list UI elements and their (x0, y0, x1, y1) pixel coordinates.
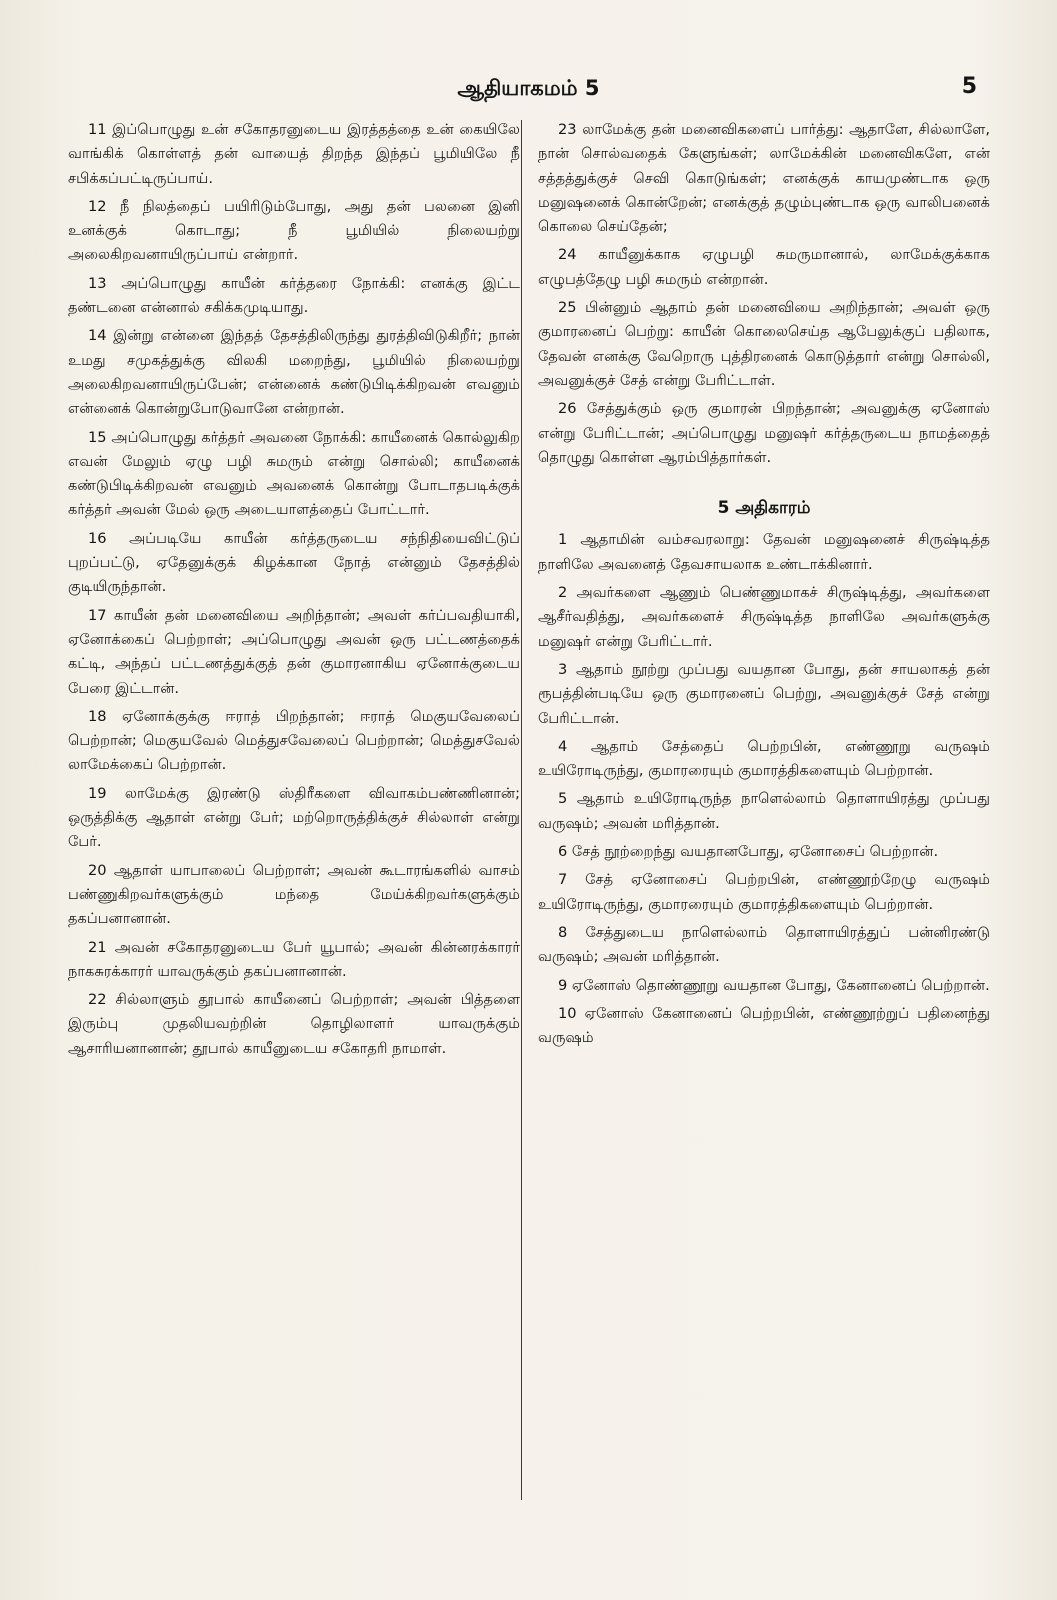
verse: 13 அப்பொழுது காயீன் கர்த்தரை நோக்கி: எனக்கு இட்ட தண்டனை என்னால் சகிக்கமுடியாது. (68, 274, 520, 317)
verse: 18 ஏனோக்குக்கு ஈராத் பிறந்தான்; ஈராத் மெகுயவேலைப் பெற்றான்; மெகுயவேல் மெத்துசவேலைப் பெற்றான்; மெத்துசவேல் லாமேக்கைப் பெற்றான். (68, 707, 520, 774)
column-divider (521, 120, 522, 1500)
verse: 14 இன்று என்னை இந்தத் தேசத்திலிருந்து துரத்திவிடுகிறீர்; நான் உமது சமுகத்துக்கு விலகி மறைந்து, பூமியில் நிலையற்று அலைகிறவனாயிருப்பேன்; என்னைக் கண்டுபிடிக்கிறவன் எவனும் என்னைக் கொன்றுபோடுவானே என்றான். (68, 327, 520, 418)
verse: 10 ஏனோஸ் கேனானைப் பெற்றபின், எண்ணூற்றுப் பதினைந்து வருஷம் (538, 1004, 990, 1047)
verse: 24 காயீனுக்காக ஏழுபழி சுமருமானால், லாமேக்குக்காக எழுபத்தேழு பழி சுமரும் என்றான். (538, 246, 990, 288)
verse: 25 பின்னும் ஆதாம் தன் மனைவியை அறிந்தான்; அவள் ஒரு குமாரனைப் பெற்று: காயீன் கொலைசெய்த ஆபேலுக்குப் பதிலாக, தேவன் எனக்கு வேறொரு புத்திரனைக் கொடுத்தார் என்று சொல்லி, அவனுக்குச் சேத் என்று பேரிட்டாள். (538, 299, 990, 389)
verse: 26 சேத்துக்கும் ஒரு குமாரன் பிறந்தான்; அவனுக்கு ஏனோஸ் என்று பேரிட்டான்; அப்பொழுது மனுஷர் கர்த்தருடைய நாமத்தைத் தொழுது கொள்ள ஆரம்பித்தார்கள். (538, 400, 990, 466)
verse: 22 சில்லாளும் தூபால் காயீனைப் பெற்றாள்; அவன் பித்தளை இரும்பு முதலியவற்றின் தொழிலாளர் யாவருக்கும் ஆசாரியனானான்; தூபால் காயீனுடைய சகோதரி நாமாள். (68, 991, 520, 1057)
verse: 8 சேத்துடைய நாளெல்லாம் தொளாயிரத்துப் பன்னிரண்டு வருஷம்; அவன் மரித்தான். (538, 923, 990, 966)
verse: 5 ஆதாம் உயிரோடிருந்த நாளெல்லாம் தொளாயிரத்து முப்பது வருஷம்; அவன் மரித்தான். (538, 790, 990, 832)
verse: 4 ஆதாம் சேத்தைப் பெற்றபின், எண்ணூறு வருஷம் உயிரோடிருந்து, குமாரரையும் குமாரத்திகளையும் பெற்றான். (538, 737, 990, 780)
verse: 15 அப்பொழுது கர்த்தர் அவனை நோக்கி: காயீனைக் கொல்லுகிற எவன் மேலும் ஏழு பழி சுமரும் என்று சொல்லி; காயீனைக் கண்டுபிடிக்கிறவன் எவனும் அவனைக் கொன்று போடாதபடிக்குக் கர்த்தர் அவன் மேல் ஒரு அடையாளத்தைப் போட்டார். (68, 428, 520, 519)
verse: 1 ஆதாமின் வம்சவரலாறு: தேவன் மனுஷனைச் சிருஷ்டித்த நாளிலே அவனைத் தேவசாயலாக உண்டாக்கினார். (538, 531, 990, 573)
verse: 23 லாமேக்கு தன் மனைவிகளைப் பார்த்து: ஆதாளே, சில்லாளே, நான் சொல்வதைக் கேளுங்கள்; லாமேக்கின் மனைவிகளே, என் சத்தத்துக்குச் செவி கொடுங்கள்; எனக்குக் காயமுண்டாக ஒரு மனுஷனைக் கொன்றேன்; எனக்குத் தழும்புண்டாக ஒரு வாலிபனைக் கொலை செய்தேன்; (538, 121, 990, 236)
verse: 3 ஆதாம் நூற்று முப்பது வயதான போது, தன் சாயலாகத் தன் ரூபத்தின்படியே ஒரு குமாரனைப் பெற்று, அவனுக்குச் சேத் என்று பேரிட்டான். (538, 660, 990, 727)
verse: 12 நீ நிலத்தைப் பயிரிடும்போது, அது தன் பலனை இனி உனக்குக் கொடாது; நீ பூமியில் நிலையற்று அலைகிறவனாயிருப்பாய் என்றார். (68, 197, 520, 264)
page-number: 5 (961, 74, 977, 99)
verse: 19 லாமேக்கு இரண்டு ஸ்திரீகளை விவாகம்பண்ணினான்; ஒருத்திக்கு ஆதாள் என்று பேர்; மற்றொருத்திக்குச் சில்லாள் என்று பேர். (68, 784, 520, 851)
running-title: ஆதியாகமம் 5 (457, 76, 600, 100)
verse: 16 அப்படியே காயீன் கர்த்தருடைய சந்நிதியைவிட்டுப் புறப்பட்டு, ஏதேனுக்குக் கிழக்கான நோத் என்னும் தேசத்தில் குடியிருந்தான். (68, 529, 520, 596)
verse: 6 சேத் நூற்றைந்து வயதானபோது, ஏனோசைப் பெற்றான். (558, 843, 939, 861)
verse: 17 காயீன் தன் மனைவியை அறிந்தான்; அவள் கர்ப்பவதியாகி, ஏனோக்கைப் பெற்றாள்; அப்பொழுது அவன் ஒரு பட்டணத்தைக் கட்டி, அந்தப் பட்டணத்துக்குத் தன் குமாரனாகிய ஏனோக்குடைய பேரை இட்டான். (68, 606, 520, 697)
verse: 11 இப்பொழுது உன் சகோதரனுடைய இரத்தத்தை உன் கையிலே வாங்கிக் கொள்ளத் தன் வாயைத் திறந்த இந்தப் பூமியிலே நீ சபிக்கப்பட்டிருப்பாய். (68, 121, 520, 187)
page-header (0, 72, 1057, 112)
verse: 9 ஏனோஸ் தொண்ணூறு வயதான போது, கேனானைப் பெற்றான். (558, 976, 990, 994)
verse: 7 சேத் ஏனோசைப் பெற்றபின், எண்ணூற்றேழு வருஷம் உயிரோடிருந்து, குமாரரையும் குமாரத்திகளையும் பெற்றான். (538, 871, 990, 913)
verse: 20 ஆதாள் யாபாலைப் பெற்றாள்; அவன் கூடாரங்களில் வாசம் பண்ணுகிறவர்களுக்கும் மந்தை மேய்க்கிறவர்களுக்கும் தகப்பனானான். (68, 861, 520, 928)
verse: 2 அவர்களை ஆணும் பெண்ணுமாகச் சிருஷ்டித்து, அவர்களை ஆசீர்வதித்து, அவர்களைச் சிருஷ்டித்த நாளிலே அவர்களுக்கு மனுஷர் என்று பேரிட்டார். (538, 584, 990, 650)
right-column (538, 118, 990, 1054)
chapter-heading: 5 அதிகாரம் (717, 498, 811, 519)
verse: 21 அவன் சகோதரனுடைய பேர் யூபால்; அவன் கின்னரக்காரர் நாகசுரக்காரர் யாவருக்கும் தகப்பனானான். (68, 938, 520, 980)
left-column (68, 118, 520, 1065)
